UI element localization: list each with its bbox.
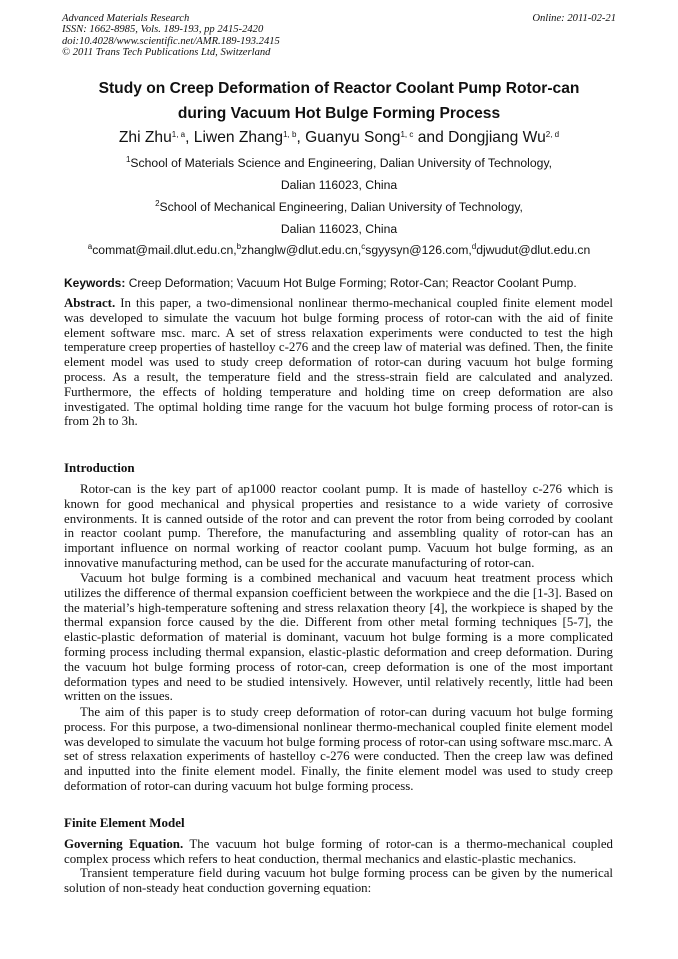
email-sup: b [236,242,242,251]
governing-equation-text: The vacuum hot bulge forming of rotor-can is a thermo-mechanical coupled complex process which refers to heat conduction, thermal mechanics and elastic-plastic mechanics. [64,837,613,866]
intro-paragraph-3-text: The aim of this paper is to study creep deformation of rotor-can during vacuum hot bulge forming process. For this purpose, a two-dimensional nonlinear thermo-mechanical coupled finite element model was developed to simulate the vacuum hot bulge forming process of rotor-can using software msc.marc. A set of stress relaxation experiments of hastelloy c-276 were conducted. Then the creep law was defined and inputted into the finite element model. Finally, the finite element model was used to study creep deformation of rotor-can during vacuum hot bulge forming process. [64,705,613,793]
author-sep: , [185,129,194,146]
author-name: Dongjiang Wu [448,129,546,146]
email-list [20,243,658,257]
introduction-heading: Introduction [64,460,135,475]
affiliation-text: School of Materials Science and Engineering, Dalian University of Technology, [130,156,553,170]
email-address: commat@mail.dlut.edu.cn, [92,243,237,257]
journal-name: Advanced Materials Research [62,13,190,24]
author-sup: 1, c [400,130,414,139]
governing-equation-paragraph [64,837,613,867]
fem-paragraph-2 [64,866,613,896]
affiliation-sup: 1 [125,155,131,164]
issn-line: ISSN: 1662-8985, Vols. 189-193, pp 2415-2420 [62,24,264,36]
copyright-line: © 2011 Trans Tech Publications Ltd, Switzerland [62,47,271,59]
author-sup: 1, a [171,130,186,139]
email-sup: a [87,242,93,251]
affiliation-2-line1 [40,200,638,214]
affiliation-text: School of Mechanical Engineering, Dalian University of Technology, [159,200,523,214]
email-address: sgyysyn@126.com, [365,243,472,257]
author-name: Zhi Zhu [118,129,172,146]
intro-paragraph-2-text: Vacuum hot bulge forming is a combined mechanical and vacuum heat treatment process which utilizes the difference of thermal expansion coefficient between the workpiece and the die [1-3]. Based on the material’s high-temperature softening and stress relaxation theory [4], the workpiece is shaped by the thermal expansion force caused by the die. Different from other metal forming techniques [5-7], the elastic-plastic deformation of material is dominant, vacuum hot bulge forming is a more complicated forming process including thermal expansion, elastic-plastic deformation and creep deformation. During the vacuum hot bulge forming process of rotor-can, creep deformation is one of the most important deformation types and need to be studied intensively. However, until relatively recently, little had been written on the issues. [64,571,613,704]
email-address: zhanglw@dlut.edu.cn, [241,243,362,257]
author-sep: and [413,129,449,146]
abstract [64,296,613,429]
online-date: Online: 2011-02-21 [532,13,616,24]
author-list [20,129,658,147]
keywords-label: Keywords: [64,276,126,290]
affiliation-sup: 2 [155,199,160,208]
keywords [64,276,618,290]
author-sup: 2, d [545,130,560,139]
affiliation-1-line1 [40,156,638,170]
affiliation-2-line2: Dalian 116023, China [280,222,398,236]
abstract-text: In this paper, a two-dimensional nonlinear thermo-mechanical coupled finite element model was developed to simulate the vacuum hot bulge forming process of rotor-can with the aid of finite element software msc. marc. A set of stress relaxation experiments were conducted to test the high temperature creep properties of hastelloy c-276 and the creep law of material was defined. Then, the finite element model was used to study creep deformation of rotor-can during vacuum hot bulge forming process. As a result, the temperature field and the stress-strain field are calculated and analyzed. Furthermore, the effects of holding temperature and holding time on creep deformation are also investigated. The optimal holding time range for the vacuum hot bulge forming process of rotor-can is from 2h to 3h. [64,296,613,429]
author-name: Liwen Zhang [193,129,284,146]
fem-paragraph-2-text: Transient temperature field during vacuum hot bulge forming process can be given by the numerical solution of non-steady heat conduction governing equation: [64,866,613,895]
governing-equation-label: Governing Equation. [64,837,184,851]
fem-heading: Finite Element Model [64,815,185,830]
intro-paragraph-1 [64,482,613,571]
journal-header [62,13,616,59]
doi-line: doi:10.4028/www.scientific.net/AMR.189-193.2415 [62,35,280,47]
author-sup: 1, b [283,130,297,139]
intro-paragraph-1-text: Rotor-can is the key part of ap1000 reactor coolant pump. It is made of hastelloy c-276 which is known for good mechanical and physical properties and resistance to a wide variety of corrosive environments. It is canned outside of the rotor and can prevent the rotor from being corroded by coolant in reactor coolant pump. Therefore, the manufacturing and assembling quality of rotor-can has an important influence on normal working of reactor coolant pump. Vacuum hot bulge forming, as an innovative manufacturing method, can be used for the accurate manufacturing of rotor-can. [64,482,613,570]
intro-paragraph-2 [64,571,613,704]
keywords-text: Creep Deformation; Vacuum Hot Bulge Forming; Rotor-Can; Reactor Coolant Pump. [125,276,577,290]
author-name: Guanyu Song [305,129,401,146]
author-sep: , [296,129,306,146]
affiliation-1-line2: Dalian 116023, China [280,178,398,192]
intro-paragraph-3 [64,705,613,794]
abstract-label: Abstract. [64,296,116,310]
email-sup: d [471,242,477,251]
email-sup: c [361,242,366,251]
paper-title-line2: during Vacuum Hot Bulge Forming Process [177,105,501,122]
paper-title-line1: Study on Creep Deformation of Reactor Coolant Pump Rotor-can [98,80,580,97]
email-address: djwudut@dlut.edu.cn [476,243,591,257]
